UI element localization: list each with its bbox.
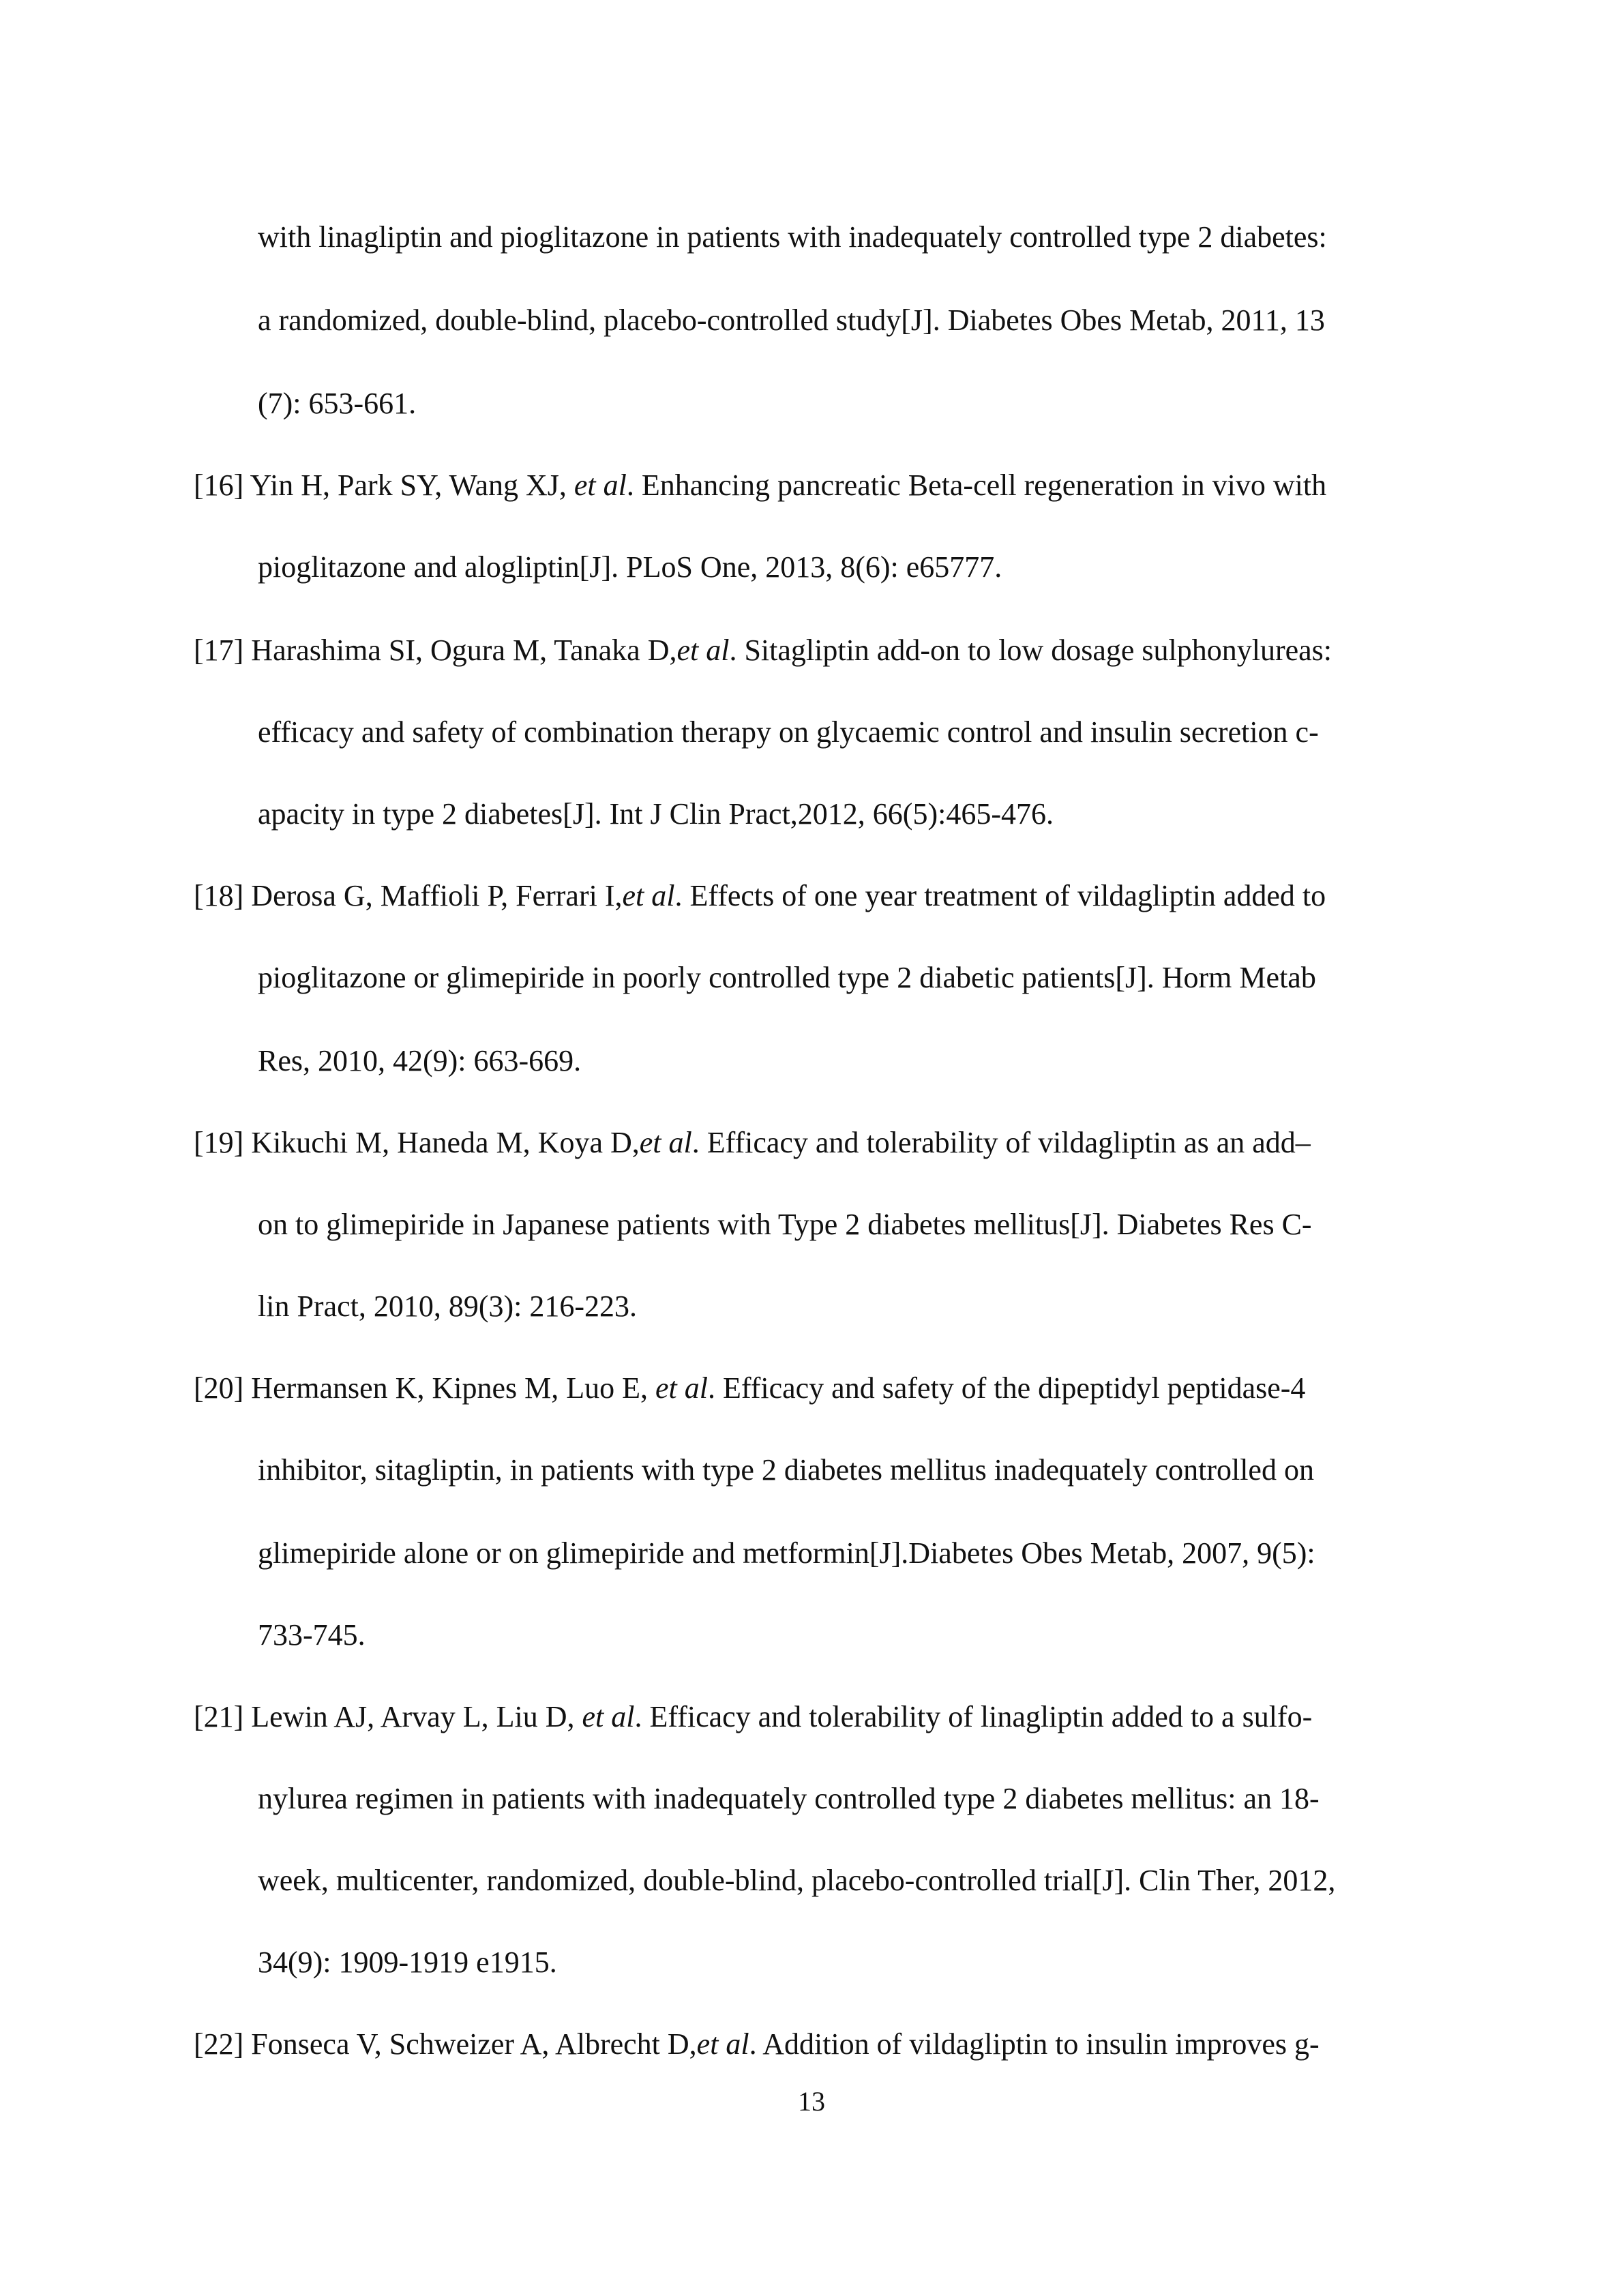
reference-line: lin Pract, 2010, 89(3): 216-223. xyxy=(258,1289,638,1323)
reference-text: [21] Lewin AJ, Arvay L, Liu D, xyxy=(194,1700,582,1733)
reference-text: . Enhancing pancreatic Beta-cell regeneration in vivo with xyxy=(626,468,1327,502)
reference-text: . Efficacy and tolerability of linagliptin added to a sulfo- xyxy=(634,1700,1313,1733)
et-al-italic: et al xyxy=(676,633,730,667)
reference-line: Res, 2010, 42(9): 663-669. xyxy=(258,1044,582,1077)
et-al-italic: et al xyxy=(696,2027,749,2061)
reference-line: with linagliptin and pioglitazone in patients with inadequately controlled type 2 diabetes: xyxy=(258,220,1327,254)
reference-text: [16] Yin H, Park SY, Wang XJ, xyxy=(194,468,574,502)
reference-line: 733-745. xyxy=(258,1618,366,1652)
et-al-italic: et al xyxy=(655,1371,708,1405)
reference-text: [22] Fonseca V, Schweizer A, Albrecht D, xyxy=(194,2027,697,2061)
reference-line: a randomized, double-blind, placebo-controlled study[J]. Diabetes Obes Metab, 2011, 13 xyxy=(258,303,1325,337)
reference-line: on to glimepiride in Japanese patients with Type 2 diabetes mellitus[J]. Diabetes Res C- xyxy=(258,1208,1312,1241)
reference-21-first-line xyxy=(194,1699,1312,1735)
reference-line: (7): 653-661. xyxy=(258,387,417,420)
reference-text: . Sitagliptin add-on to low dosage sulphonylureas: xyxy=(729,633,1332,667)
reference-line: pioglitazone and alogliptin[J]. PLoS One, 2013, 8(6): e65777. xyxy=(258,550,1002,584)
reference-text: [20] Hermansen K, Kipnes M, Luo E, xyxy=(194,1371,655,1405)
reference-text: . Effects of one year treatment of vildagliptin added to xyxy=(674,879,1326,912)
reference-text: [17] Harashima SI, Ogura M, Tanaka D, xyxy=(194,633,677,667)
et-al-italic: et al xyxy=(574,468,627,502)
reference-text: [18] Derosa G, Maffioli P, Ferrari I, xyxy=(194,879,623,912)
reference-20-first-line xyxy=(194,1371,1305,1406)
reference-19-first-line xyxy=(194,1125,1311,1161)
et-al-italic: et al xyxy=(622,879,675,912)
reference-16-first-line xyxy=(194,468,1326,503)
reference-22-first-line xyxy=(194,2027,1320,2062)
et-al-italic: et al xyxy=(639,1126,692,1159)
reference-text: . Efficacy and tolerability of vildagliptin as an add– xyxy=(691,1126,1311,1159)
reference-line: glimepiride alone or on glimepiride and metformin[J].Diabetes Obes Metab, 2007, 9(5): xyxy=(258,1536,1315,1570)
reference-line: inhibitor, sitagliptin, in patients with type 2 diabetes mellitus inadequately controlled on xyxy=(258,1453,1314,1487)
reference-line: nylurea regimen in patients with inadequately controlled type 2 diabetes mellitus: an 18- xyxy=(258,1782,1320,1815)
reference-line: efficacy and safety of combination therapy on glycaemic control and insulin secretion c- xyxy=(258,715,1319,749)
et-al-italic: et al xyxy=(582,1700,635,1733)
reference-text: . Addition of vildagliptin to insulin improves g- xyxy=(749,2027,1320,2061)
reference-text: [19] Kikuchi M, Haneda M, Koya D, xyxy=(194,1126,640,1159)
reference-line: pioglitazone or glimepiride in poorly controlled type 2 diabetic patients[J]. Horm Metab xyxy=(258,961,1316,994)
page-number: 13 xyxy=(798,2086,825,2117)
reference-18-first-line xyxy=(194,878,1326,914)
reference-line: week, multicenter, randomized, double-blind, placebo-controlled trial[J]. Clin Ther, 2012, xyxy=(258,1864,1336,1897)
reference-17-first-line xyxy=(194,633,1332,668)
reference-text: . Efficacy and safety of the dipeptidyl peptidase-4 xyxy=(707,1371,1306,1405)
reference-line: 34(9): 1909-1919 e1915. xyxy=(258,1945,557,1979)
reference-line: apacity in type 2 diabetes[J]. Int J Clin Pract,2012, 66(5):465-476. xyxy=(258,797,1054,831)
